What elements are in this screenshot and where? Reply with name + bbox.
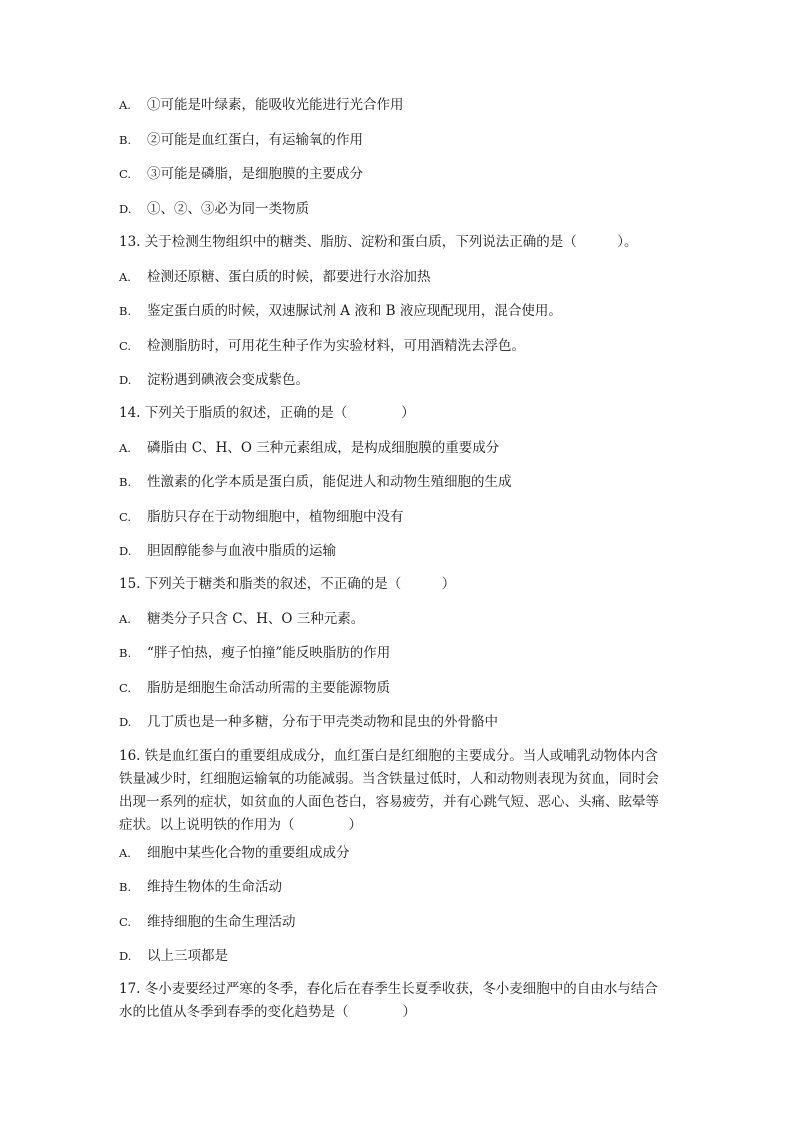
q14-option-d	[119, 541, 336, 561]
q12-option-d	[119, 199, 309, 219]
q13-option-c	[119, 336, 525, 356]
q16-option-b	[119, 877, 282, 897]
q15-option-c	[119, 678, 390, 698]
q13-option-b	[119, 301, 562, 321]
option-key: A.	[119, 612, 131, 626]
option-key: B.	[119, 646, 132, 660]
option-text: 维持细胞的生命生理活动	[147, 914, 296, 930]
option-key: A.	[119, 98, 131, 112]
q15-option-b	[119, 643, 390, 663]
option-text: ①可能是叶绿素，能吸收光能进行光合作用	[147, 97, 404, 113]
option-text: ①、②、③必为同一类物质	[147, 201, 309, 217]
option-key: B.	[119, 475, 132, 489]
option-text: 检测脂肪时，可用花生种子作为实验材料，可用酒精洗去浮色。	[147, 338, 525, 354]
option-text: 细胞中某些化合物的重要组成成分	[147, 845, 350, 861]
option-text: 脂肪是细胞生命活动所需的主要能源物质	[147, 680, 390, 696]
q14-option-a	[119, 438, 499, 458]
q15-stem: 15. 下列关于糖类和脂类的叙述，不正确的是（ ）	[119, 576, 456, 592]
q13-stem: 13. 关于检测生物组织中的糖类、脂肪、淀粉和蛋白质，下列说法正确的是（ ）。	[119, 234, 638, 250]
option-text: ③可能是磷脂，是细胞膜的主要成分	[147, 166, 363, 182]
option-key: A.	[119, 846, 131, 860]
option-text: ②可能是血红蛋白，有运输氧的作用	[147, 132, 363, 148]
option-key: D.	[119, 202, 132, 216]
option-text: 以上三项都是	[147, 948, 228, 964]
option-key: B.	[119, 133, 132, 147]
q16-stem-line-2: 铁量减少时，红细胞运输氧的功能减弱。当含铁量过低时，人和动物则表现为贫血，同时会	[119, 771, 659, 787]
q12-option-c	[119, 164, 363, 184]
option-text: 鉴定蛋白质的时候，双速脲试剂 A 液和 B 液应现配现用，混合使用。	[147, 303, 562, 319]
option-text: 磷脂由 C、H、O 三种元素组成，是构成细胞膜的重要成分	[147, 440, 500, 456]
option-key: A.	[119, 441, 131, 455]
q16-option-a	[119, 843, 350, 863]
q15-option-a	[119, 609, 364, 629]
option-key: D.	[119, 373, 132, 387]
option-text: 糖类分子只含 C、H、O 三种元素。	[147, 611, 365, 627]
option-text: 几丁质也是一种多糖，分布于甲壳类动物和昆虫的外骨骼中	[147, 714, 498, 730]
option-key: D.	[119, 715, 132, 729]
option-text: 性激素的化学本质是蛋白质，能促进人和动物生殖细胞的生成	[147, 474, 512, 490]
q16-option-d	[119, 946, 228, 966]
q16-option-c	[119, 912, 296, 932]
q16-stem-line-3: 出现一系列的症状，如贫血的人面色苍白，容易疲劳，并有心跳气短、恶心、头痛、眩晕等	[119, 794, 659, 810]
q16-stem-line-4: 症状。以上说明铁的作用为（ ）	[119, 817, 362, 833]
option-key: C.	[119, 339, 132, 353]
q14-option-b	[119, 472, 512, 492]
option-key: C.	[119, 510, 132, 524]
option-key: C.	[119, 681, 132, 695]
option-key: A.	[119, 270, 131, 284]
option-key: B.	[119, 880, 132, 894]
q16-stem-line-1: 16. 铁是血红蛋白的重要组成成分，血红蛋白是红细胞的主要成分。当人或哺乳动物体内含	[119, 748, 658, 764]
q17-stem-line-2: 水的比值从冬季到春季的变化趋势是（ ）	[119, 1004, 416, 1020]
option-text: “胖子怕热，瘦子怕撞”能反映脂肪的作用	[147, 645, 391, 661]
option-key: B.	[119, 304, 132, 318]
option-key: C.	[119, 167, 132, 181]
option-key: D.	[119, 544, 132, 558]
option-text: 脂肪只存在于动物细胞中，植物细胞中没有	[147, 509, 404, 525]
option-text: 维持生物体的生命活动	[147, 879, 282, 895]
q13-option-a	[119, 267, 431, 287]
q12-option-b	[119, 130, 363, 150]
q14-stem: 14. 下列关于脂质的叙述，正确的是（ ）	[119, 405, 415, 421]
q14-option-c	[119, 507, 404, 527]
option-text: 胆固醇能参与血液中脂质的运输	[147, 543, 336, 559]
q12-option-a	[119, 95, 404, 115]
q13-option-d	[119, 370, 309, 390]
option-key: C.	[119, 915, 132, 929]
option-text: 检测还原糖、蛋白质的时候，都要进行水浴加热	[147, 269, 431, 285]
option-key: D.	[119, 949, 132, 963]
q17-stem-line-1: 17. 冬小麦要经过严寒的冬季，春化后在春季生长夏季收获，冬小麦细胞中的自由水与结合	[119, 981, 658, 997]
q15-option-d	[119, 712, 498, 732]
option-text: 淀粉遇到碘液会变成紫色。	[147, 372, 309, 388]
